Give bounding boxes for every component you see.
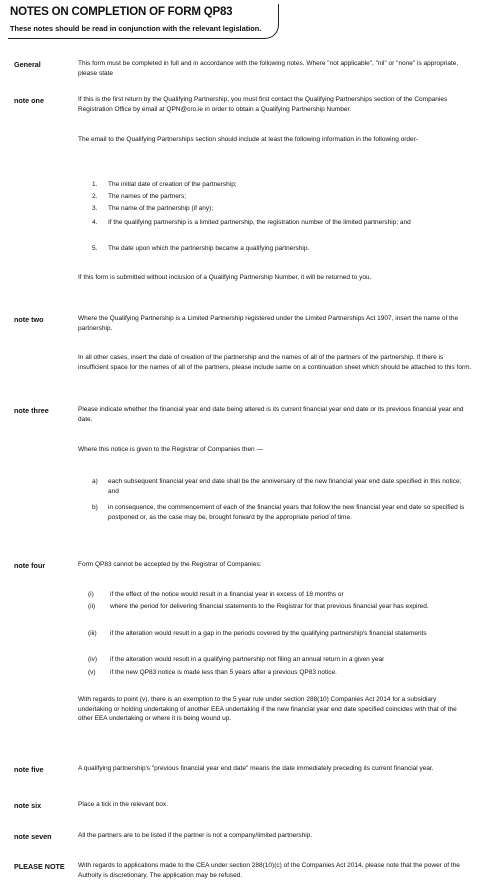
note-three-item: each subsequent financial year end date shall be the anniversary of the new financial year end date specified in this notice; and xyxy=(108,478,462,495)
note-one-label: note one xyxy=(14,96,44,105)
note-three-paragraph-1: Please indicate whether the financial year end date being altered is its current financial year end date or its previous financial year end date. xyxy=(78,406,464,423)
note-two-paragraph-1: Where the Qualifying Partnership is a Limited Partnership registered under the Limited Partnerships Act 1907, insert the name of the partnership. xyxy=(78,315,459,332)
note-one-item-number: 2. xyxy=(92,193,98,200)
please-note-label: PLEASE NOTE xyxy=(14,862,65,871)
note-one-item-number: 3. xyxy=(92,205,98,212)
note-two-label: note two xyxy=(14,315,44,324)
note-four-paragraph-2: With regards to point (v), there is an exemption to the 5 year rule under section 288(10) Companies Act 2014 for a subsidiary undertaking or holding undertaking of another EEA undertaking if the new financial year end date specified coincides with that of the other EEA undertaking or where it is being wound up. xyxy=(78,696,457,723)
note-four-item: if the effect of the notice would result in a financial year in excess of 18 months or xyxy=(110,591,344,598)
note-one-item-number: 1. xyxy=(92,181,98,188)
please-note-text: With regards to applications made to the CEA under section 288(10)(c) of the Companies Act 2014, please note that the power of the Authoity is discretionary. The application may be refused. xyxy=(78,862,460,879)
general-label: General xyxy=(14,60,41,69)
note-four-item-number: (iv) xyxy=(88,656,98,663)
note-one-item: The names of the partners; xyxy=(108,193,187,200)
note-seven-text: All the partners are to be listed if the partner is not a company/limited partnership. xyxy=(78,832,313,839)
note-three-item-number: a) xyxy=(92,478,98,485)
note-five-text: A qualifying partnership's "previous financial year end date" means the date immediately preceding its current financial year. xyxy=(78,765,434,772)
note-one-item: The name of the partnership (if any); xyxy=(108,205,214,212)
note-three-item-number: b) xyxy=(92,504,98,511)
note-four-item-number: (i) xyxy=(88,591,94,598)
note-four-paragraph-1: Form QP83 cannot be accepted by the Registrar of Companies: xyxy=(78,561,262,568)
note-one-item-number: 4. xyxy=(92,219,98,226)
note-four-item: if the alteration would result in a qualifying partnership not filing an annual return in a given year xyxy=(110,656,385,663)
general-text: This form must be completed in full and in accordance with the following notes. Where "not applicable", "nil" or "none" is appropriate, please state xyxy=(78,60,459,77)
page-title: NOTES ON COMPLETION OF FORM QP83 xyxy=(10,6,233,18)
note-four-item: where the period for delivering financial statements to the Registrar for that previous financial year has expired. xyxy=(110,603,429,610)
note-one-paragraph-1: If this is the first return by the Qualifying Partnership, you must first contact the Qualifying Partnerships section of the Companies Registration Office by email at QPN@cro.ie in order to obtain a Qualifying Partnership Number. xyxy=(78,96,448,113)
note-four-item-number: (ii) xyxy=(88,603,96,610)
note-two-paragraph-2: In all other cases, insert the date of creation of the partnership and the names of all of the partners of the partnership. If there is insufficient space for the names of all of the partners, please include same on a continuation sheet which should be attached to this form. xyxy=(78,354,472,371)
note-one-item: The initial date of creation of the partnership; xyxy=(108,181,237,188)
note-one-item-number: 5. xyxy=(92,245,98,252)
note-five-label: note five xyxy=(14,765,44,774)
note-four-item: if the alteration would result in a gap in the periods covered by the qualifying partnership's financial statements xyxy=(110,630,427,637)
note-one-item: If the qualifying partnership is a limited partnership, the registration number of the limited partnership; and xyxy=(108,219,411,226)
note-four-item-number: (v) xyxy=(88,669,96,676)
note-one-paragraph-2: The email to the Qualifying Partnerships section should include at least the following information in the following order- xyxy=(78,136,418,143)
note-three-paragraph-2: Where this notice is given to the Registrar of Companies then — xyxy=(78,446,263,453)
page-subtitle: These notes should be read in conjunction with the relevant legislation. xyxy=(10,24,262,33)
note-three-item: in consequence, the commencement of each of the financial years that follow the new financial year end date so specified is postponed or, as the case may be, brought forward by the appropriate period of time. xyxy=(108,504,465,521)
note-four-item-number: (iii) xyxy=(88,630,97,637)
note-one-paragraph-3: If this form is submitted without inclusion of a Qualifying Partnership Number, it will be returned to you. xyxy=(78,274,372,281)
note-four-label: note four xyxy=(14,561,46,570)
note-six-text: Place a tick in the relevant box. xyxy=(78,801,168,808)
note-three-label: note three xyxy=(14,406,49,415)
note-seven-label: note seven xyxy=(14,832,52,841)
note-six-label: note six xyxy=(14,801,42,810)
note-four-item: if the new QP83 notice is made less than 5 years after a previous QP83 notice. xyxy=(110,669,337,676)
note-one-item: The date upon which the partnership became a qualifying partnership. xyxy=(108,245,310,252)
